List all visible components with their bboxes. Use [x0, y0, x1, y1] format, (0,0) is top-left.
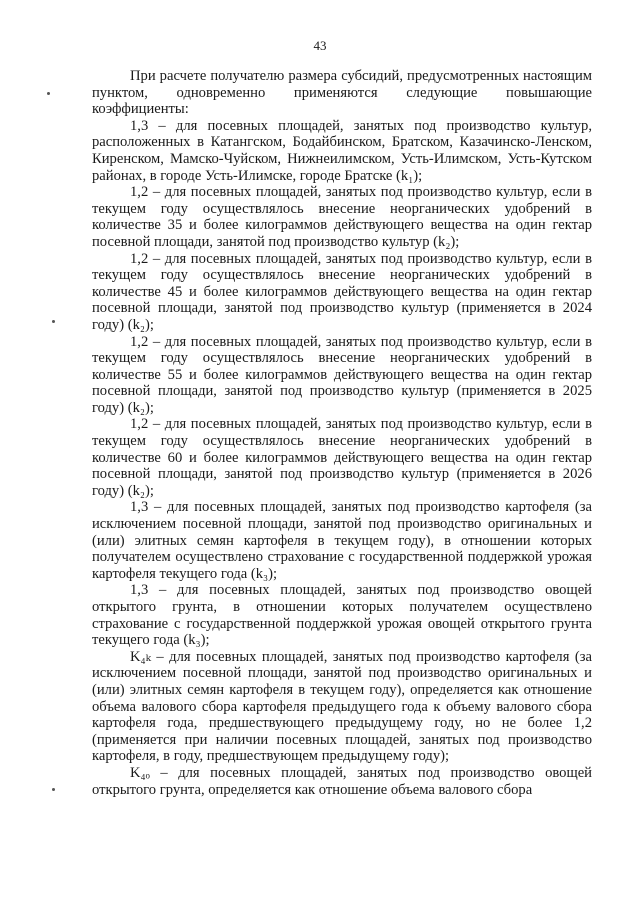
paragraph-k2-45: 1,2 – для посевных площадей, занятых под производство культур, если в текущем году осуществлялось внесение неорганических удобрений в количестве 45 и более килограммов действующего вещества на один гектар посевной площади, занятой под производство культур (применяется в 2024 году) (k₂); [92, 250, 592, 333]
margin-mark [47, 92, 50, 95]
paragraph-k2-55: 1,2 – для посевных площадей, занятых под производство культур, если в текущем году осуществлялось внесение неорганических удобрений в количестве 55 и более килограммов действующего вещества на один гектар посевной площади, занятой под производство культур (применяется в 2025 году) (k₂); [92, 333, 592, 416]
paragraph-k3-potato: 1,3 – для посевных площадей, занятых под производство картофеля (за исключением посевной площади, занятой под производство оригинальных и (или) элитных семян картофеля в текущем году), в отношении которых получателем осуществлено страхование с государственной поддержкой урожая картофеля текущего года (k₃); [92, 499, 592, 582]
paragraph-k2-60: 1,2 – для посевных площадей, занятых под производство культур, если в текущем году осуществлялось внесение неорганических удобрений в количестве 60 и более килограммов действующего вещества на один гектар посевной площади, занятой под производство культур (применяется в 2026 году) (k₂); [92, 416, 592, 499]
paragraph-intro: При расчете получателю размера субсидий, предусмотренных настоящим пунктом, одновременно применяются следующие повышающие коэффициенты: [92, 68, 592, 118]
paragraph-k4k: K₄ₖ – для посевных площадей, занятых под производство картофеля (за исключением посевной площади, занятой под производство оригинальных и (или) элитных семян картофеля в текущем году), определяется как отношение объема валового сбора картофеля предыдущего года к объему валового сбора картофеля года, предшествующего предыдущему году, но не более 1,2 (применяется при наличии посевных площадей, занятых под производство картофеля, в году, предшествующем предыдущему году); [92, 648, 592, 765]
margin-mark [52, 320, 55, 323]
paragraph-k2-35: 1,2 – для посевных площадей, занятых под производство культур, если в текущем году осуществлялось внесение неорганических удобрений в количестве 35 и более килограммов действующего вещества на один гектар посевной площади, занятой под производство культур (k₂); [92, 184, 592, 250]
margin-mark [52, 788, 55, 791]
page-number: 43 [313, 38, 327, 53]
document-body [92, 68, 592, 798]
paragraph-k4o: K₄ₒ – для посевных площадей, занятых под производство овощей открытого грунта, определяется как отношение объема валового сбора [92, 764, 592, 798]
paragraph-k3-vegetables: 1,3 – для посевных площадей, занятых под производство овощей открытого грунта, в отношении которых получателем осуществлено страхование с государственной поддержкой урожая овощей открытого грунта текущего года (k₃); [92, 582, 592, 649]
paragraph-k1: 1,3 – для посевных площадей, занятых под производство культур, расположенных в Катангском, Бодайбинском, Братском, Казачинско-Ленском, Киренском, Мамско-Чуйском, Нижнеилимском, Усть-Илимском, Усть-Кутском районах, в городе Усть-Илимске, городе Братске (k₁); [92, 117, 592, 184]
